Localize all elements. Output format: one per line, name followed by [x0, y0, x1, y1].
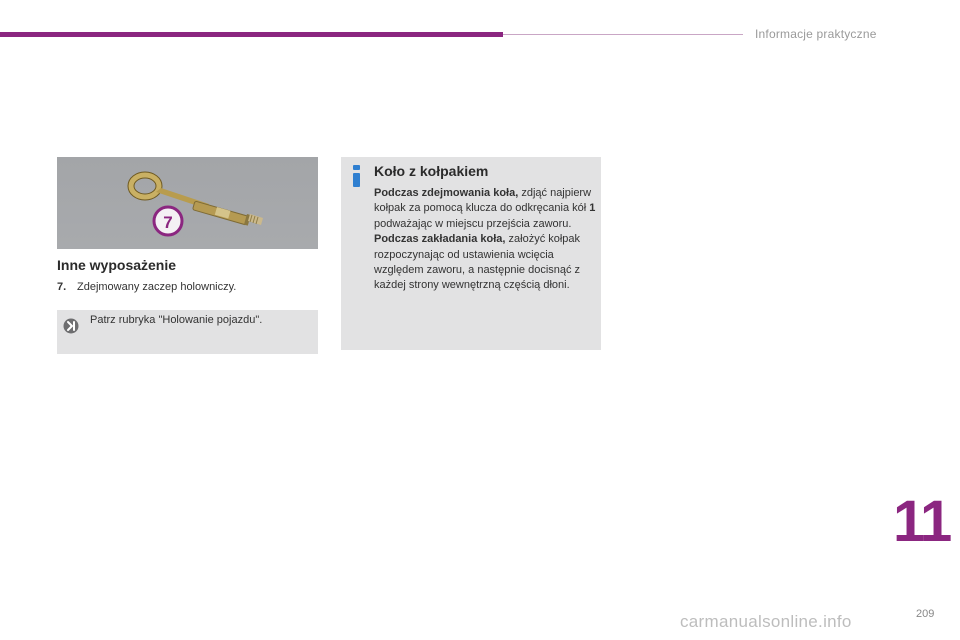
- top-accent-line: [503, 34, 743, 35]
- see-also-text: Patrz rubryka "Holowanie pojazdu".: [90, 314, 263, 326]
- equipment-item: [57, 281, 236, 293]
- fitting-label: Podczas zakładania koła,: [374, 233, 506, 246]
- top-accent-bar: [0, 32, 503, 37]
- removal-text-a: zdjąć najpierw kołpak za pomocą klucza do odkręcania kół: [374, 187, 592, 215]
- callout-number: 7: [163, 213, 173, 232]
- watermark: carmanualsonline.info: [680, 612, 852, 631]
- towing-eye-illustration: [57, 157, 318, 249]
- see-also-note: [57, 310, 318, 354]
- item-text: Zdejmowany zaczep holowniczy.: [77, 281, 237, 293]
- item-number: 7.: [57, 281, 67, 293]
- info-box-wheel-trim: [341, 157, 601, 350]
- towing-eye-photo: [57, 157, 318, 249]
- chapter-number: 11: [893, 489, 951, 554]
- section-heading-other-equipment: Inne wyposażenie: [57, 257, 177, 273]
- fitting-text: założyć kołpak rozpoczynając od ustawienia wcięcia względem zaworu, a następnie docisnąć z każdej strony wewnętrzną częścią dłoni.: [374, 233, 581, 292]
- removal-label: Podczas zdejmowania koła,: [374, 187, 519, 199]
- info-body: [374, 186, 596, 294]
- page-number: 209: [916, 608, 935, 620]
- removal-text-b: podważając w miejscu przejścia zaworu.: [374, 217, 572, 230]
- section-title: Informacje praktyczne: [755, 27, 877, 41]
- info-icon: [352, 165, 362, 187]
- key-reference: 1: [589, 202, 596, 215]
- info-title: Koło z kołpakiem: [374, 163, 489, 179]
- arrow-right-icon: [63, 318, 79, 334]
